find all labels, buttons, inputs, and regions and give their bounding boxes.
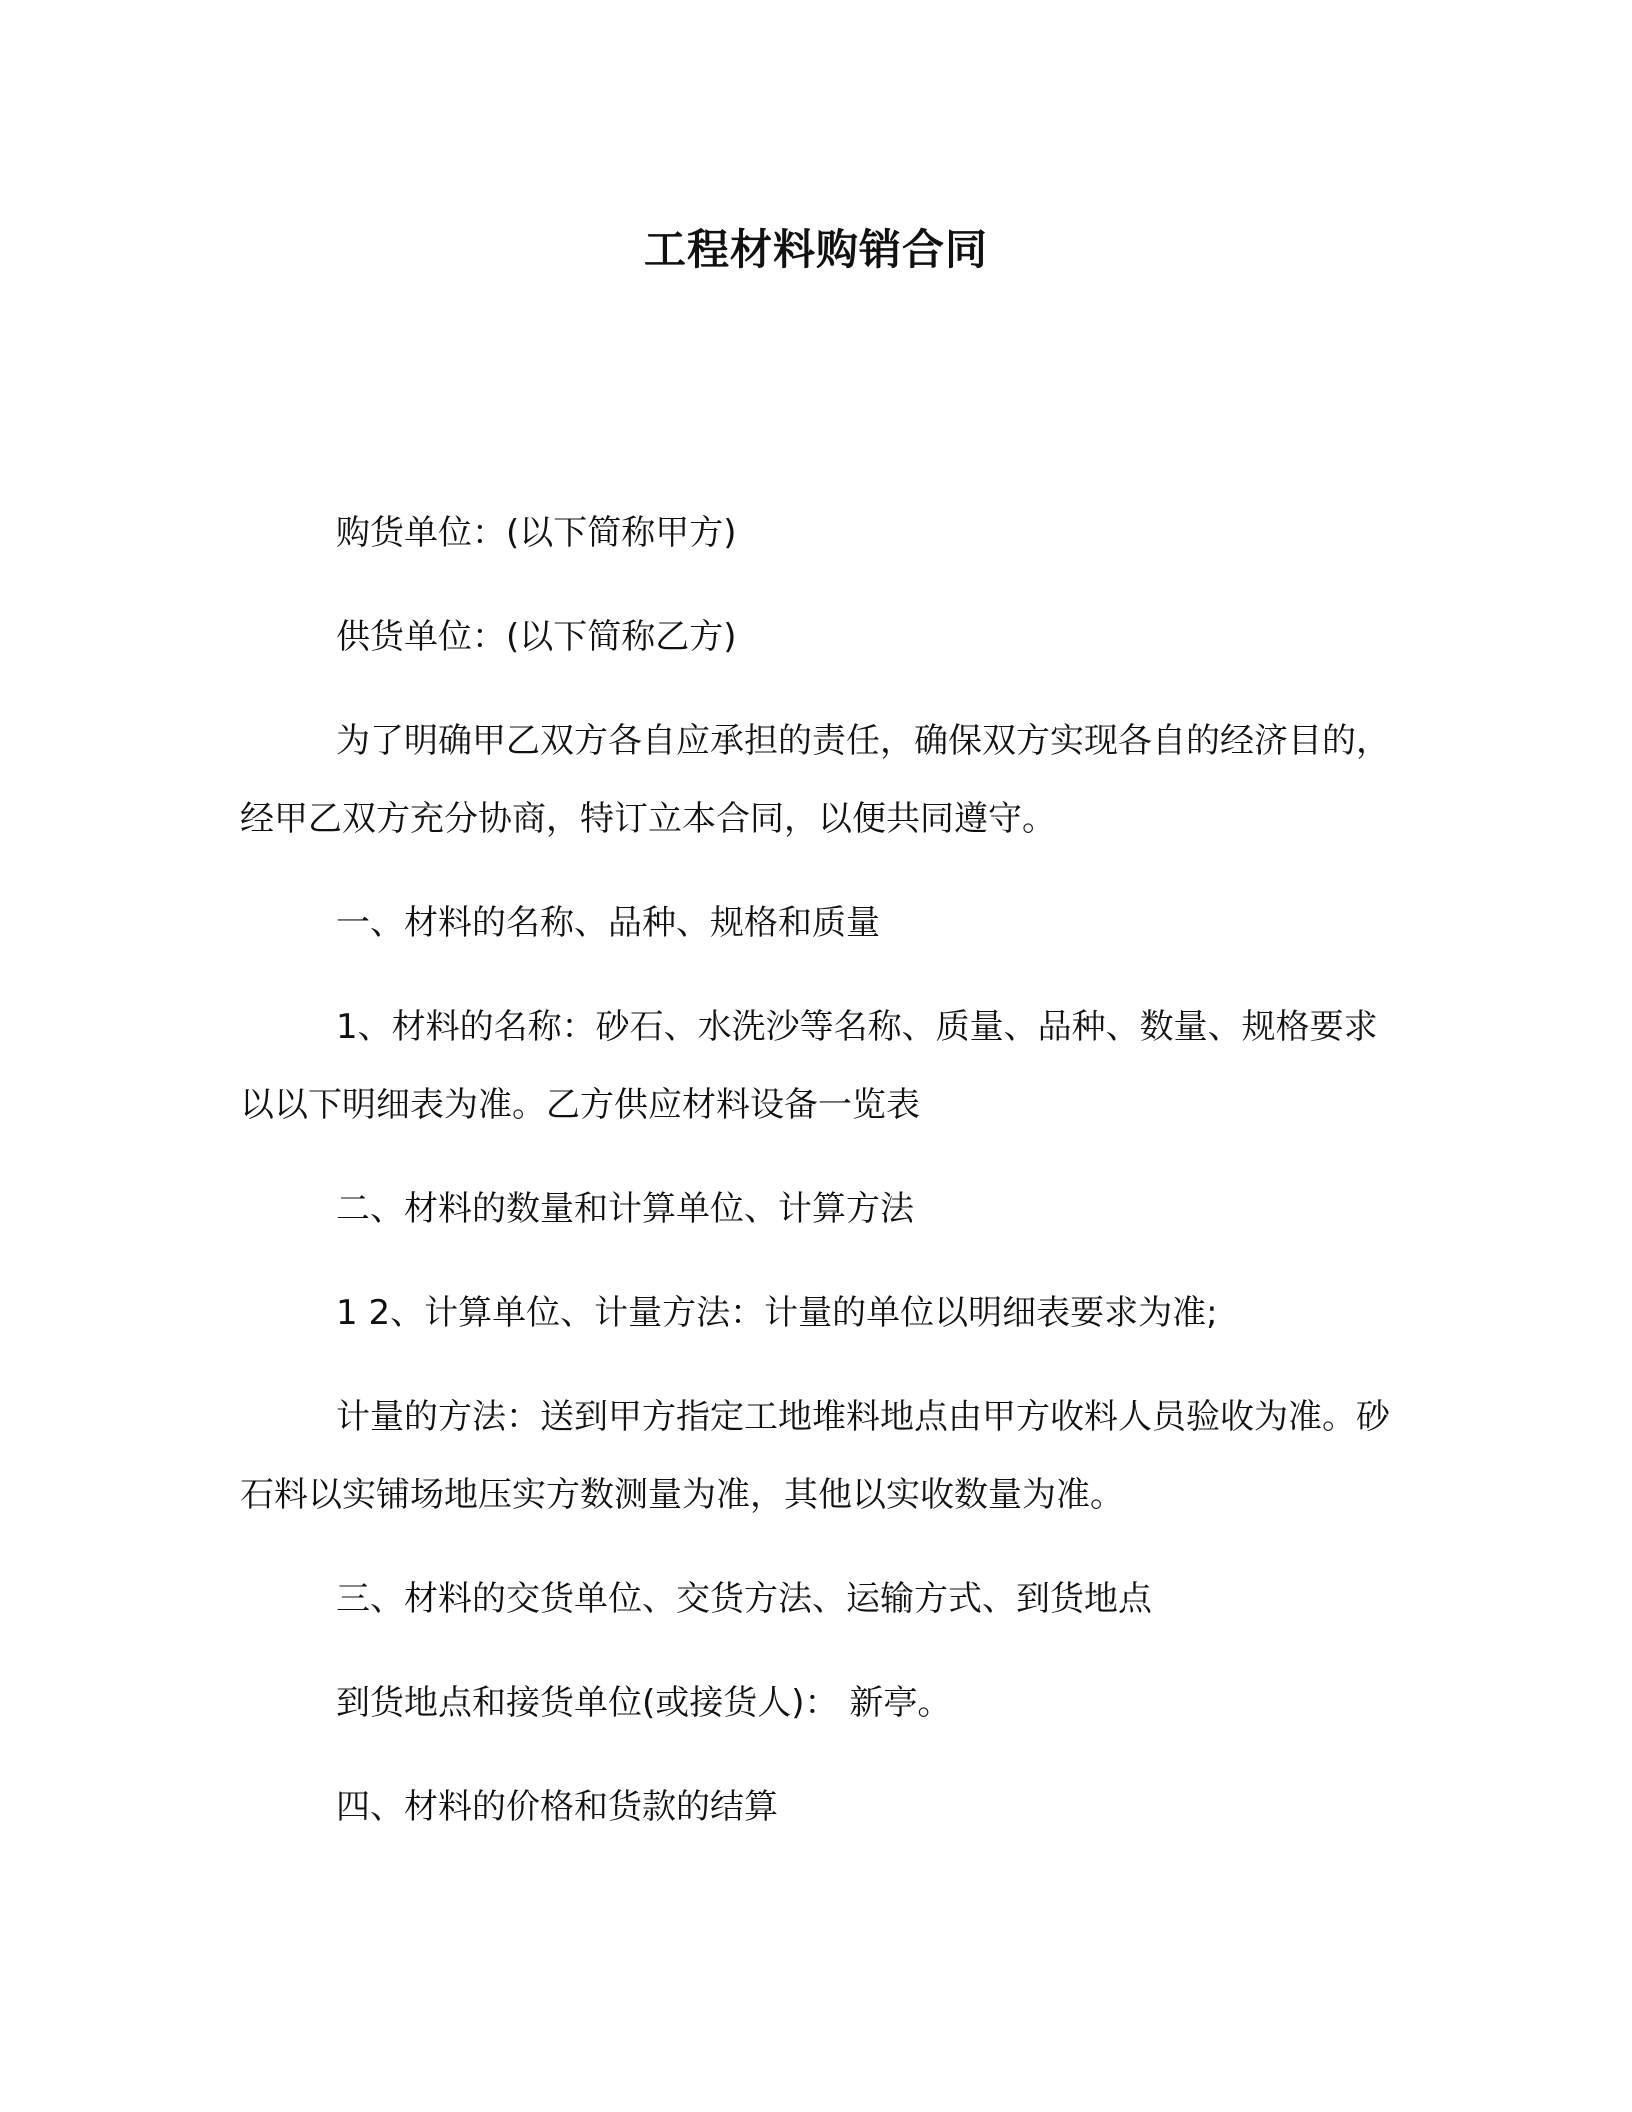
section-heading-4: 四、材料的价格和货款的结算 <box>336 1787 778 1827</box>
paragraph-delivery-location: 到货地点和接货单位(或接货人)： 新亭。 <box>336 1683 952 1723</box>
paragraph-supplier: 供货单位：(以下简称乙方) <box>336 617 737 657</box>
section-heading-2: 二、材料的数量和计算单位、计算方法 <box>336 1189 914 1229</box>
document-body <box>240 494 1392 1872</box>
paragraph-material-name: 1、材料的名称：砂石、水洗沙等名称、质量、品种、数量、规格要求以以下明细表为准。乙方供应材料设备一览表 <box>240 1007 1378 1125</box>
section-heading-3: 三、材料的交货单位、交货方法、运输方式、到货地点 <box>336 1579 1152 1619</box>
document-title: 工程材料购销合同 <box>643 225 988 274</box>
paragraph-buyer: 购货单位：(以下简称甲方) <box>336 513 737 553</box>
paragraph-calc-unit: 1 2、计算单位、计量方法：计量的单位以明细表要求为准; <box>336 1293 1218 1333</box>
paragraph-preamble: 为了明确甲乙双方各自应承担的责任，确保双方实现各自的经济目的，经甲乙双方充分协商，特订立本合同，以便共同遵守。 <box>240 721 1390 839</box>
section-heading-1: 一、材料的名称、品种、规格和质量 <box>336 903 880 943</box>
paragraph-calc-method: 计量的方法：送到甲方指定工地堆料地点由甲方收料人员验收为准。砂石料以实铺场地压实方数测量为准，其他以实收数量为准。 <box>240 1397 1390 1515</box>
